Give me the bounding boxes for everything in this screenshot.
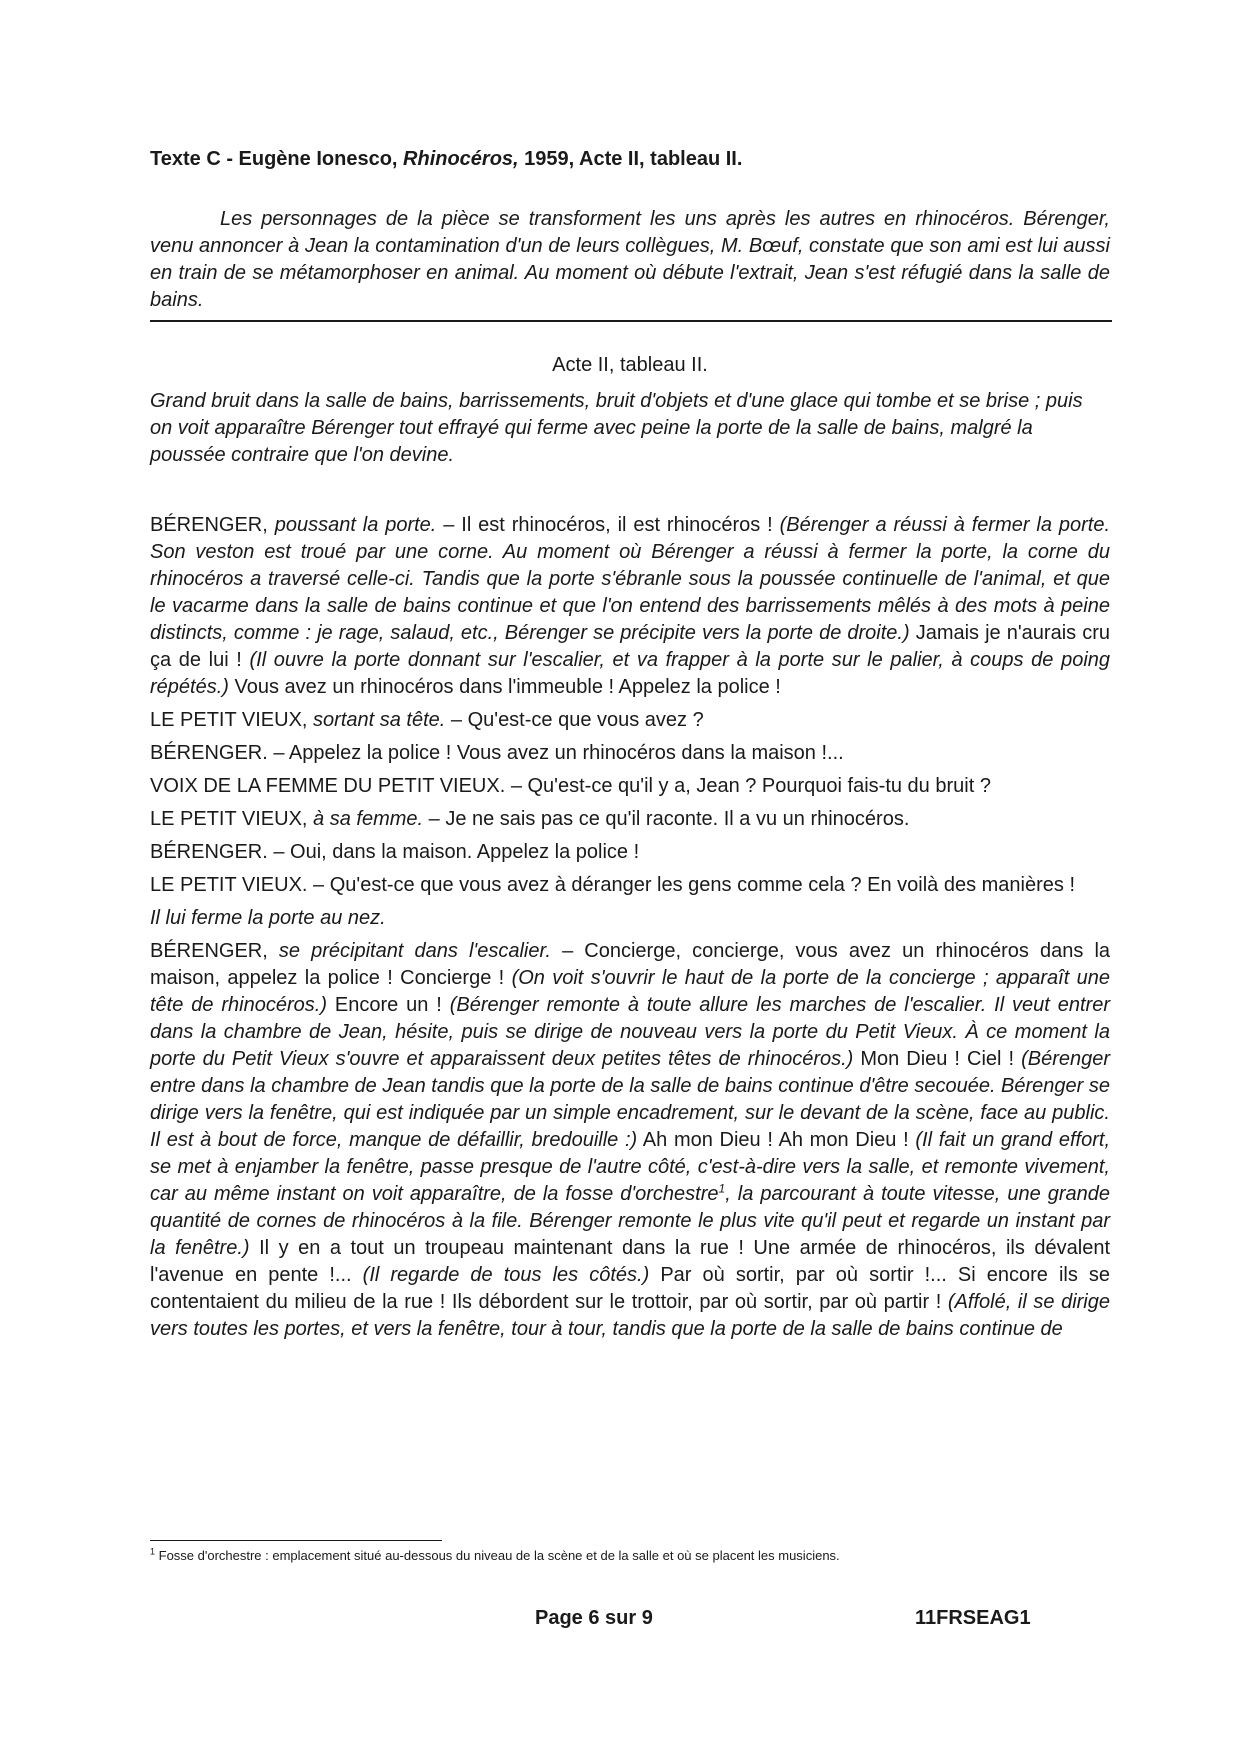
dialogue-paragraph xyxy=(150,707,1110,734)
footnote-divider xyxy=(150,1540,442,1541)
title-work: Rhinocéros, xyxy=(403,148,519,170)
title-prefix: Texte C - Eugène Ionesco, xyxy=(150,148,404,170)
stage-direction: (Il fait un grand effort, se met à enjamber la fenêtre, passe presque de l'autre côté, c'est-à-dire vers la salle, et remonte vivement, car au même instant on voit apparaître, de la fosse d'orchestre xyxy=(150,1129,1111,1205)
footnote xyxy=(150,1548,1110,1563)
spoken-text: Par où sortir, par où sortir !... Si encore ils se contentaient du milieu de la rue ! Ils débordent sur le trottoir, par où sortir, par où partir ! xyxy=(150,1264,1111,1313)
footnote-text: Fosse d'orchestre : emplacement situé au-dessous du niveau de la scène et de la salle et où se placent les musiciens. xyxy=(155,1548,840,1563)
spoken-text: Encore un ! xyxy=(327,994,450,1016)
stage-direction: (Affolé, il se dirige vers toutes les portes, et vers la fenêtre, tour à tour, tandis que la porte de la salle de bains continue de xyxy=(150,1291,1110,1340)
spoken-text: LE PETIT VIEUX. – Qu'est-ce que vous avez à déranger les gens comme cela ? En voilà des manières ! xyxy=(150,874,1076,896)
spoken-text: Ah mon Dieu ! Ah mon Dieu ! xyxy=(637,1129,916,1151)
spoken-text: – Concierge, concierge, vous avez un rhinocéros dans la maison, appelez la police ! Concierge ! xyxy=(150,940,1111,989)
stage-direction: (Il ouvre la porte donnant sur l'escalier, et va frapper à la porte sur le palier, à coups de poing répétés.) xyxy=(150,649,1111,698)
document-title xyxy=(150,148,1110,171)
spoken-text: – Qu'est-ce que vous avez ? xyxy=(445,709,704,731)
stage-direction: (Bérenger a réussi à fermer la porte. Son veston est troué par une corne. Au moment où Bérenger a réussi à fermer la porte, la corne du rhinocéros a traversé celle-ci. Tandis que la porte s'ébranle sous la poussée continuelle de l'animal, et que le vacarme dans la salle de bains continue et que l'on entend des barrissements mêlés à des mots à peine distincts, comme : je rage, salaud, etc., Bérenger se précipite vers la porte de droite.) xyxy=(150,514,1111,644)
page-number: Page 6 sur 9 xyxy=(535,1607,653,1629)
dialogue-paragraph xyxy=(150,872,1110,899)
spoken-text: BÉRENGER, xyxy=(150,940,279,962)
dialogue-paragraph xyxy=(150,740,1110,767)
dialogue-paragraph xyxy=(150,512,1110,701)
spoken-text: LE PETIT VIEUX, xyxy=(150,808,314,830)
stage-direction: se précipitant dans l'escalier. xyxy=(278,940,551,962)
dialogue-text xyxy=(150,512,1110,1349)
document-page xyxy=(150,0,1110,1752)
spoken-text: Jamais je n'aurais cru ça de lui ! xyxy=(150,622,1110,671)
stage-direction: , la parcourant à toute vitesse, une grande quantité de cornes de rhinocéros à la file. Bérenger remonte le plus vite qu'il peut et regarde un instant par la fenêtre.) xyxy=(150,1183,1110,1259)
spoken-text: BÉRENGER. – Oui, dans la maison. Appelez la police ! xyxy=(150,841,640,863)
spoken-text: Vous avez un rhinocéros dans l'immeuble ! Appelez la police ! xyxy=(228,676,781,698)
exam-code: 11FRSEAG1 xyxy=(915,1607,1031,1629)
dialogue-paragraph xyxy=(150,806,1110,833)
stage-direction: Il lui ferme la porte au nez. xyxy=(150,907,386,929)
stage-direction: (On voit s'ouvrir le haut de la porte de la concierge ; apparaît une tête de rhinocéros.) xyxy=(150,967,1110,1016)
spoken-text: – Je ne sais pas ce qu'il raconte. Il a vu un rhinocéros. xyxy=(423,808,910,830)
spoken-text: BÉRENGER, xyxy=(150,514,275,536)
title-suffix: 1959, Acte II, tableau II. xyxy=(518,148,743,170)
stage-direction: (Bérenger remonte à toute allure les marches de l'escalier. Il veut entrer dans la chambre de Jean, hésite, puis se dirige de nouveau vers la porte du Petit Vieux. À ce moment la porte du Petit Vieux s'ouvre et apparaissent deux petites têtes de rhinocéros.) xyxy=(150,994,1110,1070)
dialogue-paragraph xyxy=(150,839,1110,866)
stage-direction: poussant la porte. xyxy=(274,514,437,536)
act-heading: Acte II, tableau II. xyxy=(552,354,708,376)
stage-direction-intro: Grand bruit dans la salle de bains, barrissements, bruit d'objets et d'une glace qui tombe et se brise ; puis on voit apparaître Bérenger tout effrayé qui ferme avec peine la porte de la salle de bains, malgré la poussée contraire que l'on devine. xyxy=(150,390,1083,466)
stage-direction: (Il regarde de tous les côtés.) xyxy=(362,1264,650,1286)
footnote-mark: 1 xyxy=(150,1546,156,1557)
stage-direction: à sa femme. xyxy=(313,808,424,830)
stage-direction: sortant sa tête. xyxy=(313,709,446,731)
spoken-text: VOIX DE LA FEMME DU PETIT VIEUX. – Qu'est-ce qu'il y a, Jean ? Pourquoi fais-tu du bruit ? xyxy=(150,775,991,797)
spoken-text: LE PETIT VIEUX, xyxy=(150,709,314,731)
dialogue-paragraph xyxy=(150,938,1110,1343)
dialogue-paragraph xyxy=(150,773,1110,800)
spoken-text: Il y en a tout un troupeau maintenant dans la rue ! Une armée de rhinocéros, ils dévalent l'avenue en pente !... xyxy=(150,1237,1110,1286)
stage-direction: (Bérenger entre dans la chambre de Jean tandis que la porte de la salle de bains continue d'être secouée. Bérenger se dirige vers la fenêtre, qui est indiquée par un simple encadrement, sur le devant de la scène, face au public. Il est à bout de force, manque de défaillir, bredouille :) xyxy=(150,1048,1111,1151)
spoken-text: BÉRENGER. – Appelez la police ! Vous avez un rhinocéros dans la maison !... xyxy=(150,742,844,764)
spoken-text: – Il est rhinocéros, il est rhinocéros ! xyxy=(436,514,780,536)
section-divider xyxy=(150,320,1112,322)
intro-paragraph: Les personnages de la pièce se transforment les uns après les autres en rhinocéros. Bérenger, venu annoncer à Jean la contamination d'un de leurs collègues, M. Bœuf, constate que son ami est lui aussi en train de se métamorphoser en animal. Au moment où débute l'extrait, Jean s'est réfugié dans la salle de bains. xyxy=(150,208,1110,311)
footnote-reference: 1 xyxy=(718,1181,726,1196)
spoken-text: Mon Dieu ! Ciel ! xyxy=(853,1048,1022,1070)
dialogue-paragraph xyxy=(150,905,1110,932)
